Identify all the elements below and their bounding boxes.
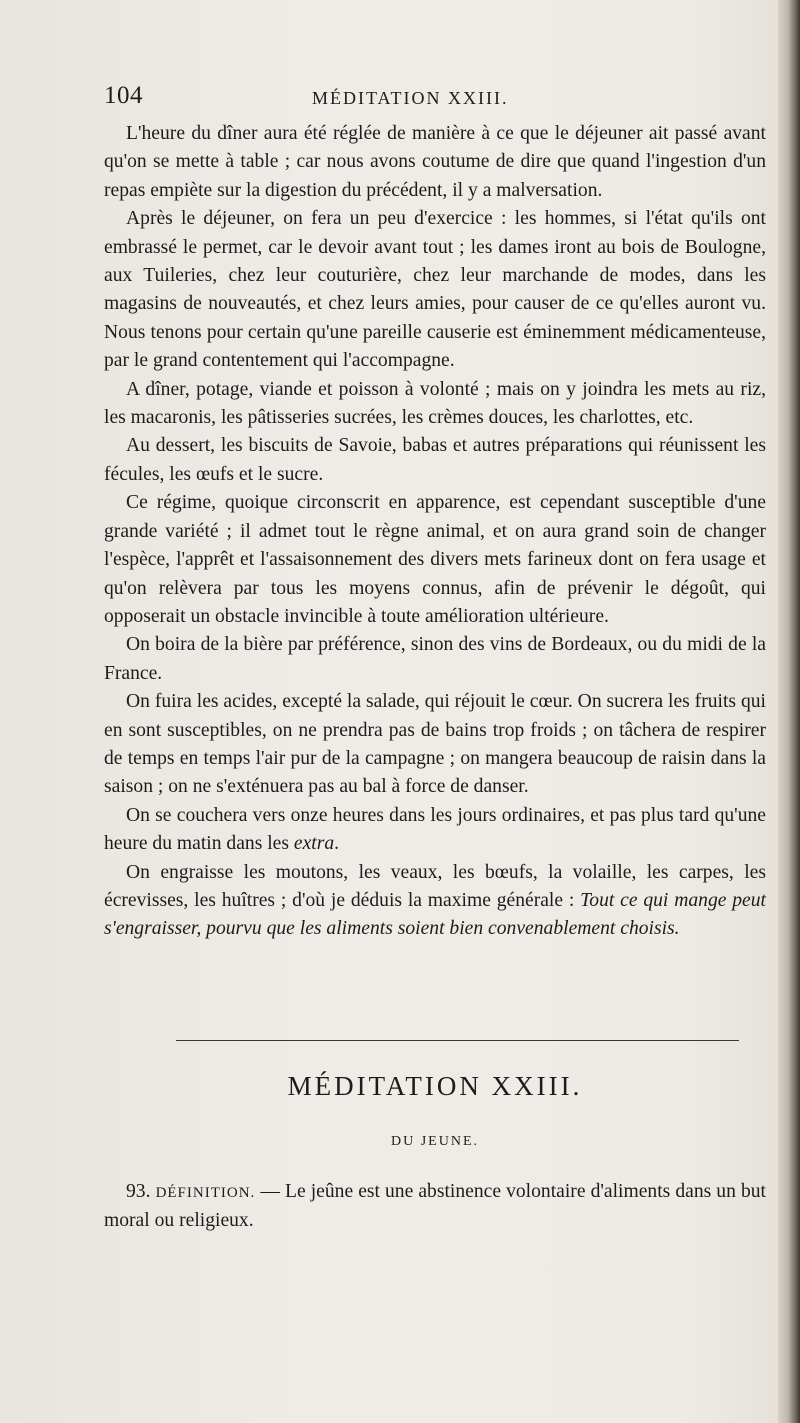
paragraph-dinner-menu: A dîner, potage, viande et poisson à volonté ; mais on y joindra les mets au riz, les macaronis, les pâtisseries sucrées, les crèmes douces, les charlottes, etc. — [104, 378, 766, 429]
paragraph-exercise: Après le déjeuner, on fera un peu d'exercice : les hommes, si l'état qu'ils ont embrassé le permet, car le devoir avant tout ; les dames iront au bois de Boulogne, aux Tuileries, chez leur couturière, chez leur marchande de modes, dans les magasins de nouveautés, et chez leurs amies, pour causer de ce qu'elles auront vu. Nous tenons pour certain qu'une pareille causerie est éminemment médicamenteuse, par le grand contentement qui l'accompagne. — [104, 208, 766, 372]
paragraph-bedtime-text: On se couchera vers onze heures dans les jours ordinaires, et pas plus tard qu'une heure du matin dans les — [104, 804, 766, 855]
page-edge-shadow — [778, 0, 800, 1423]
paragraph-maxim-text: On engraisse les moutons, les veaux, les bœufs, la volaille, les carpes, les écrevisses, les huîtres ; d'où je déduis la maxime générale : — [104, 861, 766, 911]
paragraph-dinner-hour: L'heure du dîner aura été réglée de manière à ce que le déjeuner ait passé avant qu'on se mette à table ; car nous avons coutume de dire que quand l'ingestion d'un repas empiète sur la digestion du précédent, il y a malversation. — [104, 123, 766, 201]
body-text — [104, 120, 766, 944]
definition-text: — Le jeûne est une abstinence volontaire d'aliments dans un but moral ou religieux. — [104, 1181, 766, 1232]
section-divider — [176, 1040, 739, 1041]
paragraph-maxim-italic: Tout ce qui mange peut s'engraisser, pourvu que les aliments soient bien convenablement choisis. — [104, 889, 766, 940]
paragraph-bedtime — [104, 802, 766, 859]
page-number: 104 — [104, 82, 143, 109]
paragraph-dessert: Au dessert, les biscuits de Savoie, babas et autres préparations qui réunissent les fécules, les œufs et le sucre. — [104, 435, 766, 485]
running-head: MÉDITATION XXIII. — [312, 88, 509, 108]
paragraph-bedtime-italic: extra — [293, 833, 335, 855]
paragraph-maxim — [104, 859, 766, 944]
section-title: MÉDITATION XXIII. — [287, 1071, 583, 1101]
definition-paragraph — [104, 1178, 766, 1236]
definition-number: 93. — [126, 1181, 151, 1202]
section-subtitle: DU JEUNE. — [391, 1134, 479, 1149]
paragraph-drinks: On boira de la bière par préférence, sinon des vins de Bordeaux, ou du midi de la France. — [104, 634, 766, 684]
definition-block — [104, 1178, 766, 1236]
paragraph-regime: Ce régime, quoique circonscrit en apparence, est cependant susceptible d'une grande variété ; il admet tout le règne animal, et on aura grand soin de changer l'espèce, l'apprêt et l'assaisonnement des divers mets farineux dont on fera usage et qu'on relèvera par tous les moyens connus, afin de prévenir le dégoût, qui opposerait un obstacle invincible à toute amélioration ultérieure. — [104, 492, 766, 627]
definition-label: DÉFINITION. — [155, 1185, 256, 1201]
page-header — [104, 82, 766, 118]
paragraph-avoid-acids: On fuira les acides, excepté la salade, qui réjouit le cœur. On sucrera les fruits qui en sont susceptibles, on ne prendra pas de bains trop froids ; on tâchera de respirer de temps en temps l'air pur de la campagne ; on mangera beaucoup de raisin dans la saison ; on ne s'exténuera pas au bal à force de danser. — [104, 691, 766, 798]
paragraph-bedtime-end: . — [334, 833, 340, 855]
